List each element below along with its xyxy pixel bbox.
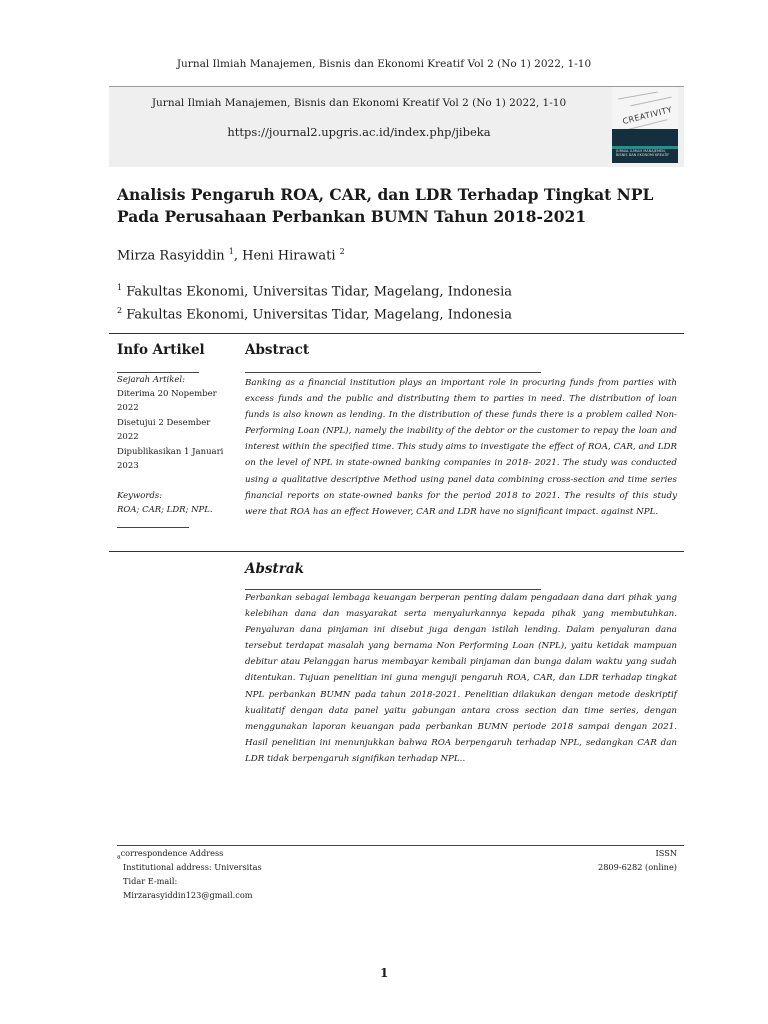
abstrak-heading: Abstrak [245, 561, 304, 577]
author-separator: , [233, 248, 243, 264]
affiliation-line [117, 278, 512, 301]
affiliation-text: Fakultas Ekonomi, Universitas Tidar, Magelang, Indonesia [126, 284, 512, 300]
journal-url-link[interactable]: https://journal2.upgris.ac.id/index.php/jibeka [227, 125, 491, 139]
received-date: Diterima 20 Nopember 2022 [117, 389, 217, 413]
keywords-list: ROA; CAR; LDR; NPL. [117, 505, 213, 515]
abstract-heading: Abstract [245, 342, 310, 358]
issn-label: ISSN [655, 848, 677, 858]
journal-cover-image [612, 87, 678, 163]
keywords-label: Keywords: [117, 491, 163, 501]
affiliation-mark: 2 [117, 306, 123, 316]
address-line: Tidar E-mail: [123, 876, 178, 886]
issn-value: 2809-6282 (online) [598, 862, 677, 872]
author-affiliation-mark: 2 [339, 247, 345, 256]
published-date: Dipublikasikan 1 Januari 2023 [117, 447, 224, 471]
cover-caption: JURNAL ILMIAH MANAJEMEN, BISNIS DAN EKONOMI KREATIF [616, 149, 670, 157]
abstrak-body: Perbankan sebagai lembaga keuangan berperan penting dalam pengadaan dana dari pihak yang kelebihan dana dan masyarakat serta menyalurkannya kepada pihak yang membutuhkan. Penyaluran dana pinjaman ini disebut juga dengan istilah lending. Dalam penyaluran dana tersebut terdapat masalah yang bernama Non Performing Loan (NPL), yaitu ketidak mampuan debitur atau Pelanggan harus membayar kembali pinjaman dan bunga dalam waktu yang sudah ditentukan. Tujuan penelitian ini guna menguji pengaruh ROA, CAR, dan LDR terhadap tingkat NPL perbankan BUMN pada tahun 2018-2021. Penelitian dilakukan dengan metode deskriptif kualitatif dengan data panel yaitu gabungan antara cross section dan time series, dengan menggunakan laporan keuangan pada perbankan BUMN periode 2018 sampai dengan 2021. Hasil penelitian ini menunjukkan bahwa ROA berpengaruh terhadap NPL, sedangkan CAR dan LDR tidak berpengaruh signifikan terhadap NPL.. [245, 593, 677, 764]
banner-journal-name: Jurnal Ilmiah Manajemen, Bisnis dan Ekonomi Kreatif Vol 2 (No 1) 2022, 1-10 [151, 97, 567, 109]
cover-word: CREATIVITY [621, 104, 674, 127]
affiliation-text: Fakultas Ekonomi, Universitas Tidar, Magelang, Indonesia [126, 307, 512, 323]
correspondence-mark: a [117, 853, 121, 861]
info-underline [117, 372, 199, 373]
section-divider [109, 333, 684, 334]
affiliation-line [117, 301, 512, 324]
approved-date: Disetujui 2 Desember 2022 [117, 418, 211, 442]
affiliation-list [117, 278, 512, 325]
author-name: Heni Hirawati [242, 248, 336, 264]
keywords-underline [117, 527, 189, 528]
affiliation-mark: 1 [117, 283, 123, 292]
info-heading: Info Artikel [117, 342, 205, 358]
article-title: Analisis Pengaruh ROA, CAR, dan LDR Terhadap Tingkat NPL Pada Perusahaan Perbankan BUMN Tahun 2018-2021 [117, 185, 654, 226]
correspondence-email[interactable]: Mirzarasyiddin123@gmail.com [123, 890, 253, 900]
abstract-underline [245, 372, 541, 373]
history-label: Sejarah Artikel: [117, 375, 185, 385]
author-affiliation-mark: 1 [228, 247, 234, 256]
running-head: Jurnal Ilmiah Manajemen, Bisnis dan Ekonomi Kreatif Vol 2 (No 1) 2022, 1-10 [176, 58, 592, 70]
journal-banner [109, 86, 684, 167]
section-divider [109, 551, 684, 552]
correspondence-text: correspondence Address [120, 848, 224, 858]
author-name: Mirza Rasyiddin [117, 248, 225, 264]
page-number: 1 [380, 966, 389, 980]
abstract-body: Banking as a financial institution plays an important role in procuring funds from parties with excess funds and the public and distributing them to parties in need. The distribution of loan funds is also known as lending. In the distribution of these funds there is a problem called Non-Performing Loan (NPL), namely the inability of the debtor or the customer to repay the loan and interest within the specified time. This study aims to investigate the effect of ROA, CAR, and LDR on the level of NPL in state-owned banking companies in 2018- 2021. The study was conducted using a qualitative descriptive Method using panel data combining cross-section and time series financial reports on state-owned banks for the period 2018 to 2021. The results of this study were that ROA has an effect However, CAR and LDR have no significant impact. against NPL. [245, 378, 677, 517]
author-list [117, 247, 345, 263]
address-line: Institutional address: Universitas [123, 862, 262, 872]
